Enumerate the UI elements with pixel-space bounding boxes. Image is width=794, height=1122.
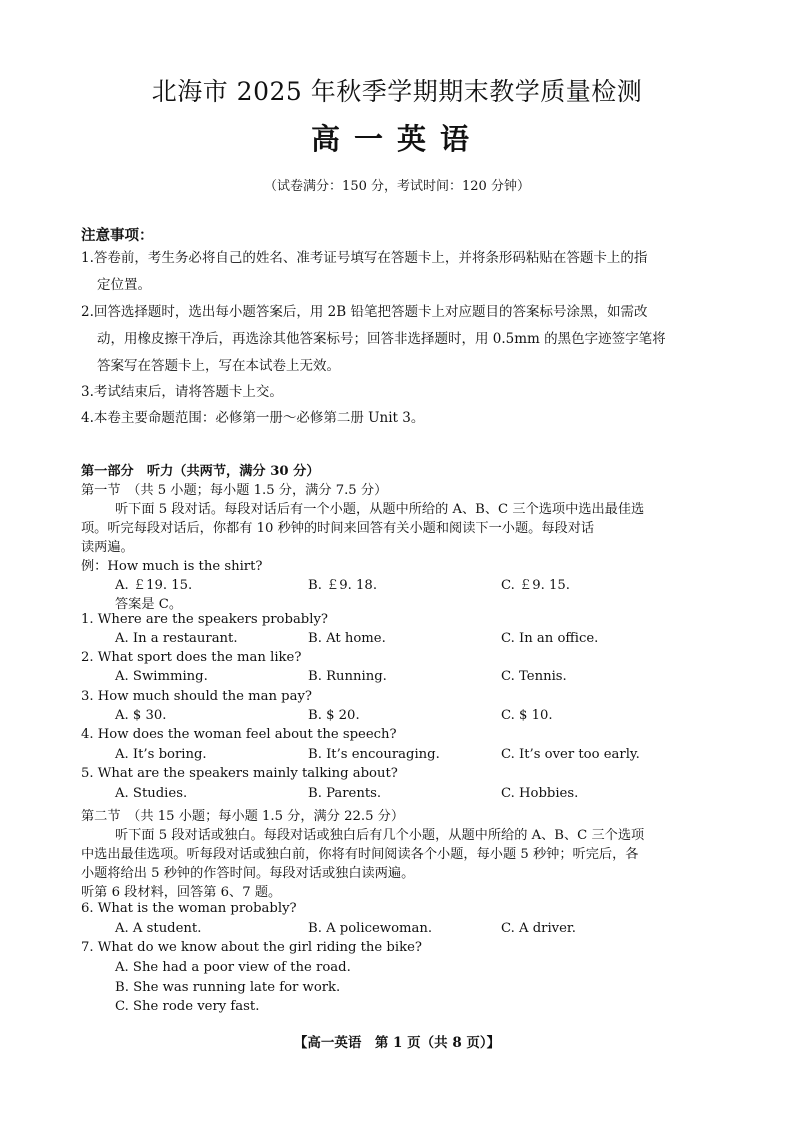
q5-option-b: B. Parents. (308, 786, 382, 801)
q1-option-a: A. In a restaurant. (115, 631, 238, 646)
section2-instructions: 小题将给出 5 秒钟的作答时间。每段对话或独白读两遍。 (81, 866, 415, 881)
section2-heading: 第二节 （共 15 小题；每小题 1.5 分，满分 22.5 分） (81, 809, 405, 824)
notes-heading: 注意事项： (81, 227, 154, 244)
example-option-c: C. ￡9. 15. (501, 578, 570, 593)
q1-option-b: B. At home. (308, 631, 386, 646)
page-footer: 【高一英语 第 1 页（共 8 页）】 (293, 1035, 501, 1051)
section1-instructions: 听下面 5 段对话。每段对话后有一个小题，从题中所给的 A、B、C 三个选项中选出最佳选 (115, 502, 645, 517)
material-intro: 听第 6 段材料，回答第 6、7 题。 (81, 885, 282, 900)
q2-option-c: C. Tennis. (501, 669, 567, 684)
q3-option-c: C. $ 10. (501, 708, 553, 723)
note-item-2: 2.回答选择题时，选出每小题答案后，用 2B 铅笔把答题卡上对应题目的答案标号涂黑，如需改 (81, 304, 648, 320)
note-item-2-cont: 动，用橡皮擦干净后，再选涂其他答案标号；回答非选择题时，用 0.5mm 的黑色字迹签字笔将 (97, 331, 666, 347)
note-item-2-cont: 答案写在答题卡上，写在本试卷上无效。 (97, 358, 340, 374)
question-7: 7. What do we know about the girl riding the bike? (81, 940, 422, 955)
example-option-b: B. ￡9. 18. (308, 578, 378, 593)
section1-instructions: 项。听完每段对话后，你都有 10 秒钟的时间来回答有关小题和阅读下一小题。每段对话 (81, 521, 595, 536)
q4-option-b: B. It’s encouraging. (308, 747, 440, 762)
note-item-3: 3.考试结束后，请将答题卡上交。 (81, 384, 283, 400)
exam-subject: 高一英语 (310, 122, 483, 156)
example-answer: 答案是 C。 (115, 597, 183, 612)
note-item-4: 4.本卷主要命题范围：必修第一册～必修第二册 Unit 3。 (81, 410, 425, 426)
q1-option-c: C. In an office. (501, 631, 599, 646)
note-item-1: 1.答卷前，考生务必将自己的姓名、准考证号填写在答题卡上，并将条形码粘贴在答题卡上的指 (81, 250, 648, 266)
q6-option-c: C. A driver. (501, 921, 576, 936)
q2-option-b: B. Running. (308, 669, 387, 684)
question-4: 4. How does the woman feel about the speech? (81, 727, 397, 742)
q7-option-c: C. She rode very fast. (115, 999, 260, 1014)
example-option-a: A. ￡19. 15. (115, 578, 193, 593)
section1-heading: 第一节 （共 5 小题；每小题 1.5 分，满分 7.5 分） (81, 483, 388, 498)
q5-option-a: A. Studies. (115, 786, 188, 801)
question-1: 1. Where are the speakers probably? (81, 612, 328, 627)
q6-option-a: A. A student. (115, 921, 202, 936)
example-question: 例：How much is the shirt? (81, 559, 263, 574)
q4-option-c: C. It’s over too early. (501, 747, 640, 762)
q3-option-b: B. $ 20. (308, 708, 360, 723)
question-3: 3. How much should the man pay? (81, 689, 312, 704)
q7-option-a: A. She had a poor view of the road. (115, 960, 351, 975)
section1-instructions: 读两遍。 (81, 540, 134, 555)
q5-option-c: C. Hobbies. (501, 786, 579, 801)
section2-instructions: 中选出最佳选项。听每段对话或独白前，你将有时间阅读各个小题，每小题 5 秒钟；听完后，各 (81, 847, 639, 862)
q3-option-a: A. $ 30. (115, 708, 167, 723)
exam-info: （试卷满分：150 分，考试时间：120 分钟） (264, 179, 530, 194)
q6-option-b: B. A policewoman. (308, 921, 433, 936)
question-2: 2. What sport does the man like? (81, 650, 302, 665)
question-6: 6. What is the woman probably? (81, 901, 297, 916)
part-heading: 第一部分 听力（共两节，满分 30 分） (81, 464, 320, 479)
exam-title: 北海市 2025 年秋季学期期末教学质量检测 (151, 77, 643, 106)
question-5: 5. What are the speakers mainly talking about? (81, 766, 398, 781)
note-item-1-cont: 定位置。 (97, 277, 151, 293)
q7-option-b: B. She was running late for work. (115, 980, 341, 995)
q2-option-a: A. Swimming. (115, 669, 208, 684)
q4-option-a: A. It’s boring. (115, 747, 207, 762)
section2-instructions: 听下面 5 段对话或独白。每段对话或独白后有几个小题，从题中所给的 A、B、C 三个选项 (115, 828, 645, 843)
